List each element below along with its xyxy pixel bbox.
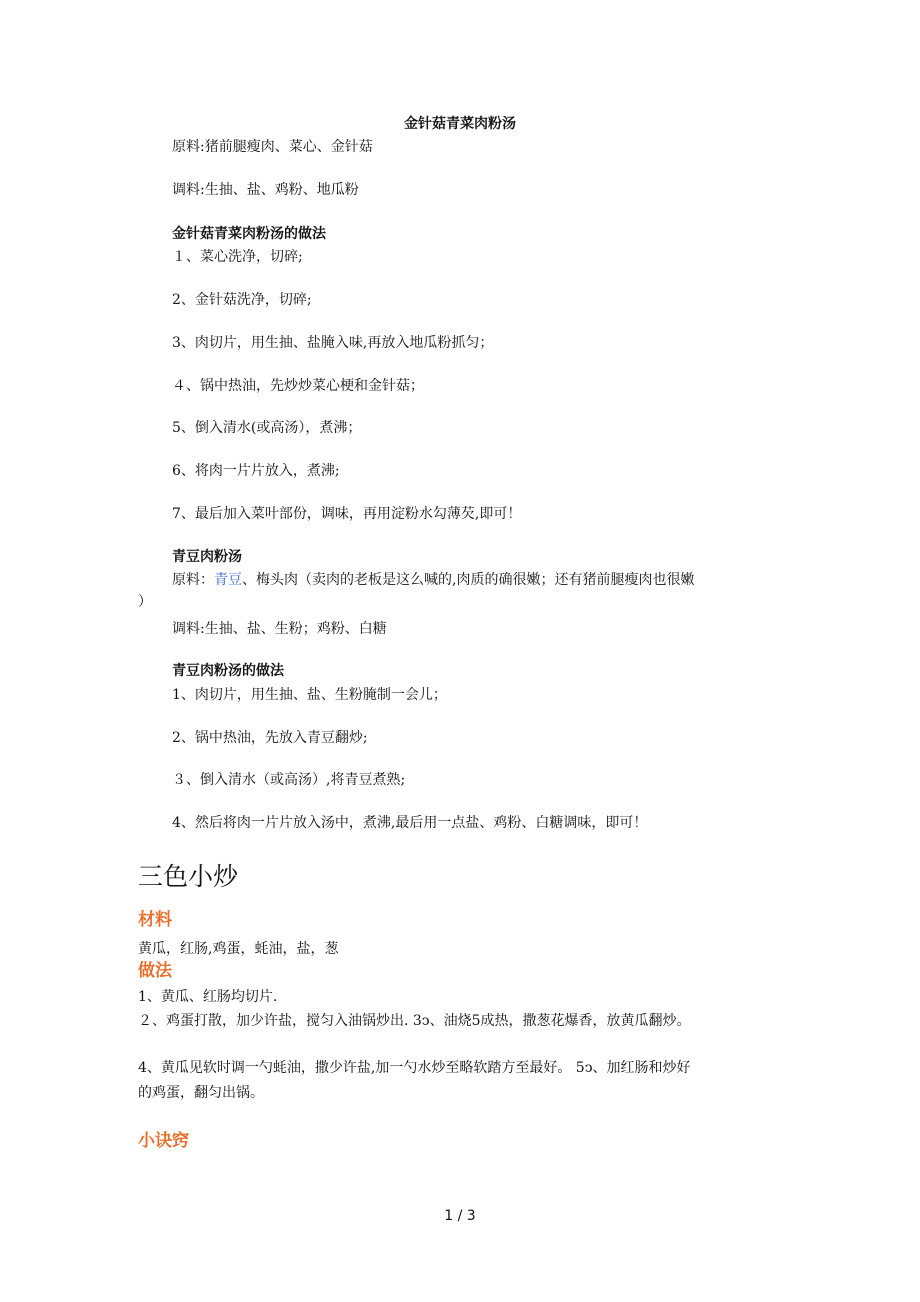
step-item: ２、鸡蛋打散，加少许盐，搅匀入油锅炒出. 3ↄ、油烧5成热，撒葱花爆香，放黄瓜翻炒。 — [138, 1013, 691, 1029]
recipe-title-2: 青豆肉粉汤 — [172, 549, 242, 565]
step-item: 6、将肉一片片放入，煮沸; — [172, 463, 340, 479]
method-heading: 金针菇青菜肉粉汤的做法 — [172, 226, 326, 242]
ingredients-wrap: ） — [138, 594, 152, 610]
materials-heading: 材料 — [138, 910, 172, 930]
step-item: 1、肉切片，用生抽、盐、生粉腌制一会儿； — [172, 687, 447, 703]
step-item: 1、黄瓜、红肠均切片. — [138, 989, 278, 1005]
step-item: 7、最后加入菜叶部份，调味，再用淀粉水勾薄芡,即可！ — [172, 506, 522, 522]
ingredients-line: 原料:猪前腿瘦肉、菜心、金针菇 — [172, 139, 373, 155]
step-item: ４、锅中热油，先炒炒菜心梗和金针菇； — [172, 378, 424, 394]
recipe-title-1: 金针菇青菜肉粉汤 — [404, 116, 516, 132]
section-title-3: 三色小炒 — [138, 862, 239, 891]
step-item: １、菜心洗净，切碎; — [172, 249, 303, 265]
ingredients-prefix: 原料： — [172, 572, 214, 588]
step-item: ３、倒入清水（或高汤）,将青豆煮熟; — [172, 772, 406, 788]
green-pea-link[interactable]: 青豆 — [214, 572, 242, 588]
step-item: 2、金针菇洗净，切碎; — [172, 292, 312, 308]
seasoning-line: 调料:生抽、盐、鸡粉、地瓜粉 — [172, 182, 359, 198]
step-item: 4、然后将肉一片片放入汤中，煮沸,最后用一点盐、鸡粉、白糖调味，即可！ — [172, 815, 648, 831]
step-item: 3、肉切片，用生抽、盐腌入味,再放入地瓜粉抓匀； — [172, 335, 494, 351]
page-number: 1 / 3 — [444, 1208, 476, 1224]
step-item: 2、锅中热油，先放入青豆翻炒; — [172, 730, 368, 746]
seasoning-line: 调料:生抽、盐、生粉；鸡粉、白糖 — [172, 621, 387, 637]
materials-line: 黄瓜，红肠,鸡蛋，蚝油，盐，葱 — [138, 941, 339, 957]
ingredients-line — [172, 570, 694, 590]
method-heading: 青豆肉粉汤的做法 — [172, 663, 284, 679]
step-item: 4、黄瓜见软时调一勺蚝油，撒少许盐,加一勺水炒至略软踏方至最好。 5ↄ、加红肠和炒好 — [138, 1060, 691, 1076]
tips-heading: 小诀窍 — [138, 1131, 189, 1151]
step-item: 5、倒入清水(或高汤），煮沸； — [172, 420, 362, 436]
method-heading: 做法 — [138, 961, 172, 981]
step-item-continued: 的鸡蛋，翻匀出锅。 — [138, 1085, 264, 1101]
ingredients-rest: 、梅头肉（卖肉的老板是这么喊的,肉质的确很嫩；还有猪前腿瘦肉也很嫩 — [242, 572, 695, 588]
